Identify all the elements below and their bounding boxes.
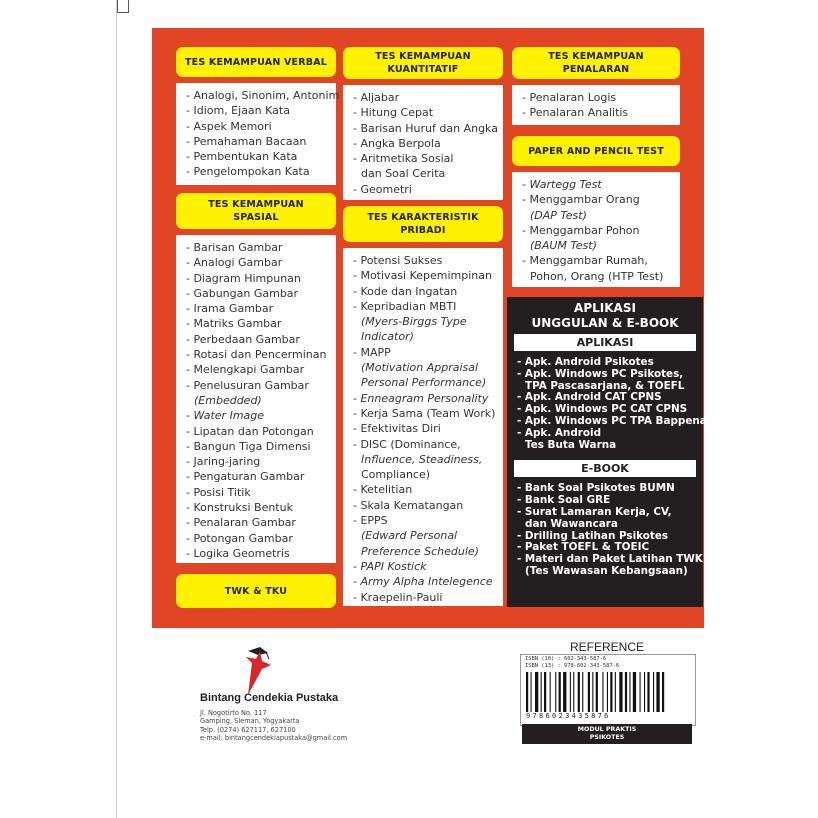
barcode-bar — [592, 672, 593, 712]
list-item: - Bank Soal GRE — [517, 494, 611, 507]
barcode-bar — [570, 672, 571, 712]
heading-twk-tku-text: TWK & TKU — [224, 585, 288, 597]
panel-kuantitatif — [343, 85, 503, 200]
list-item: - Kode dan Ingatan — [353, 284, 458, 298]
heading-paper-pencil-text: PAPER AND PENCIL TEST — [528, 145, 664, 157]
heading-spasial-line2: SPASIAL — [233, 212, 279, 223]
panel-spasial — [176, 235, 336, 563]
list-item: - EPPS — [353, 514, 388, 528]
barcode-bar — [559, 672, 561, 712]
list-item: - Konstruksi Bentuk — [186, 501, 293, 515]
list-item: - Menggambar Rumah, — [522, 254, 648, 268]
list-item: - Analogi Gambar — [186, 256, 283, 270]
barcode-bar — [625, 672, 627, 712]
heading-karakteristik-line2: PRIBADI — [400, 225, 446, 236]
list-item: - Aljabar — [353, 91, 400, 104]
list-item: - Aritmetika Sosial — [353, 152, 454, 166]
barcode-bar — [578, 672, 580, 712]
list-item: - Pembentukan Kata — [186, 150, 298, 164]
publisher-email: e-mail: bintangcendekiapustaka@gmail.com — [200, 733, 348, 742]
list-item: - PAPI Kostick — [353, 559, 427, 573]
list-item: - Materi dan Paket Latihan TWK — [517, 553, 703, 566]
barcode-bar — [647, 672, 649, 712]
list-item: - Gabungan Gambar — [186, 286, 299, 300]
barcode-bar — [531, 672, 532, 712]
isbn-10: ISBN (10) : 602-343-587-6 — [525, 656, 607, 662]
list-item: - Surat Lamaran Kerja, CV, — [517, 505, 672, 518]
list-item: - Apk. Windows PC CAT CPNS — [517, 403, 688, 416]
list-item: - Irama Gambar — [186, 302, 274, 316]
list-item: - Wartegg Test — [522, 178, 602, 191]
list-item: - Hitung Cepat — [353, 106, 434, 120]
publisher-phone: Telp. (0274) 627117, 627100 — [200, 725, 296, 734]
list-item: - Ketelitian — [353, 483, 413, 497]
barcode-bar — [582, 672, 583, 712]
heading-spasial — [176, 193, 336, 229]
heading-kuantitatif-line2: KUANTITATIF — [387, 64, 459, 75]
barcode-bar — [602, 672, 603, 712]
barcode-number: 9786023435876 — [526, 712, 611, 720]
list-item: - Army Alpha Intelegence — [353, 575, 493, 589]
publisher-address — [200, 709, 347, 742]
barcode-bar — [550, 672, 551, 712]
list-item: - Aspek Memori — [186, 119, 272, 133]
list-item: - Apk. Windows PC TPA Bappenas — [517, 414, 713, 427]
heading-twk-tku — [176, 574, 336, 608]
heading-verbal-text: TES KEMAMPUAN VERBAL — [184, 56, 328, 68]
list-item: - Bangun Tiga Dimensi — [186, 439, 311, 453]
list-item: (Edward Personal — [361, 529, 458, 543]
panel-karakteristik — [343, 248, 503, 606]
reference-label: REFERENCE — [569, 640, 644, 654]
list-item: - Lipatan dan Potongan — [186, 424, 314, 438]
list-item: - Paket TOEFL & TOEIC — [517, 541, 650, 554]
list-item: - Apk. Android CAT CPNS — [517, 391, 662, 404]
ebook-label-bar: E-BOOK — [514, 460, 696, 477]
list-verbal — [186, 88, 340, 180]
list-item: - Pengelompokan Kata — [186, 165, 310, 179]
barcode-bar — [656, 672, 659, 712]
barcode-bar — [596, 672, 598, 712]
list-item: Personal Performance) — [361, 376, 487, 390]
aplikasi-label-bar: APLIKASI — [514, 334, 696, 351]
list-item: - Skala Kematangan — [353, 498, 464, 512]
list-item: - Diagram Himpunan — [186, 271, 301, 285]
barcode-bar — [619, 672, 622, 712]
heading-spasial-line1: TES KEMAMPUAN — [208, 199, 304, 210]
aplikasi-title-line1: APLIKASI — [574, 301, 636, 315]
heading-penalaran-line2: PENALARAN — [562, 64, 630, 75]
list-kuantitatif — [353, 90, 497, 197]
barcode-bar — [653, 672, 654, 712]
list-item: - Motivasi Kepemimpinan — [353, 269, 492, 283]
heading-karakteristik-line1: TES KARAKTERISTIK — [367, 212, 479, 223]
barcode-icon — [526, 672, 688, 712]
list-item: - Posisi Titik — [186, 485, 251, 499]
heading-karakteristik — [343, 206, 503, 242]
list-item: - Penalaran Analitis — [522, 106, 629, 120]
barcode-bar — [544, 672, 546, 712]
aplikasi-title — [507, 301, 703, 331]
page-corner-mark — [117, 0, 129, 13]
list-item: Indicator) — [361, 330, 414, 344]
list-spasial — [186, 240, 330, 561]
list-item: - Apk. Android Psikotes — [517, 356, 654, 368]
book-title-line1: MODUL PRAKTIS — [577, 726, 637, 733]
list-penalaran — [522, 90, 674, 121]
list-item: - Drilling Latihan Psikotes — [517, 529, 669, 542]
panel-verbal — [176, 83, 340, 185]
aplikasi-title-line2: UNGGULAN & E-BOOK — [531, 316, 679, 330]
list-item: - Enneagram Personality — [353, 391, 489, 405]
isbn-text — [525, 656, 619, 669]
list-item: dan Wawancara — [525, 517, 618, 530]
list-item: dan Soal Cerita — [361, 167, 446, 181]
list-paper-pencil — [522, 177, 674, 284]
list-item: - Penalaran Gambar — [186, 516, 296, 530]
panel-penalaran — [512, 85, 680, 125]
list-item: - Logika Geometris — [186, 546, 290, 560]
list-item: - Bank Soal Psikotes BUMN — [517, 482, 675, 495]
list-aplikasi — [507, 356, 713, 451]
barcode-bar — [526, 672, 528, 712]
barcode-bar — [541, 672, 542, 712]
heading-penalaran — [512, 47, 680, 79]
list-item: - Melengkapi Gambar — [186, 363, 305, 377]
list-item: (BAUM Test) — [530, 239, 597, 253]
list-item: - Menggambar Pohon — [522, 223, 640, 237]
list-item: - Penelusuran Gambar — [186, 378, 309, 392]
publisher-name: Bintang Cendekia Pustaka — [200, 692, 339, 704]
list-item: - Menggambar Orang — [522, 193, 640, 207]
list-item: - Kepribadian MBTI — [353, 299, 457, 313]
list-item: - Matriks Gambar — [186, 317, 282, 331]
heading-kuantitatif — [343, 47, 503, 79]
book-title-box — [522, 724, 692, 744]
list-item: Tes Buta Warna — [525, 438, 617, 451]
publisher-logo-icon — [244, 645, 272, 695]
list-item: - Apk. Android — [517, 426, 602, 439]
panel-paper-pencil — [512, 172, 680, 287]
address-line2: Gamping, Sleman, Yogyakarta — [200, 717, 300, 726]
list-item: - MAPP — [353, 345, 391, 359]
barcode-bar — [640, 672, 641, 712]
list-item: - DISC (Dominance, — [353, 437, 461, 451]
heading-paper-pencil — [512, 136, 680, 166]
list-item: - Efektivitas Diri — [353, 422, 441, 436]
list-item: Compliance) — [361, 468, 431, 482]
list-ebook — [507, 483, 703, 577]
list-item: - Kerja Sama (Team Work) — [353, 406, 496, 420]
barcode-bar — [535, 672, 538, 712]
list-item: - Kraepelin-Pauli — [353, 590, 443, 604]
list-item: - Penalaran Logis — [522, 91, 617, 104]
barcode-bar — [573, 672, 574, 712]
heading-verbal — [176, 47, 336, 77]
list-item: - Jaring-jaring — [186, 455, 261, 469]
book-title-line2: PSIKOTES — [589, 734, 625, 741]
list-item: - Barisan Gambar — [186, 241, 283, 254]
list-item: (Tes Wawasan Kebangsaan) — [525, 564, 688, 577]
list-item: - Potongan Gambar — [186, 531, 293, 545]
barcode-bar — [588, 672, 590, 712]
list-item: Preference Schedule) — [361, 544, 479, 558]
address-line1: Jl. Nogotirto No. 117 — [200, 709, 267, 717]
barcode-bar — [629, 672, 630, 712]
list-item: - Potensi Sukses — [353, 254, 443, 267]
list-item: - Geometri — [353, 182, 412, 196]
barcode-bar — [615, 672, 616, 712]
barcode-bar — [607, 672, 608, 712]
list-item: - Barisan Huruf dan Angka — [353, 121, 498, 135]
list-item: Influence, Steadiness, — [361, 452, 483, 466]
isbn-13: ISBN (13) : 978-602-343-587-6 — [525, 662, 620, 669]
heading-penalaran-line1: TES KEMAMPUAN — [548, 51, 644, 62]
list-item: TPA Pascasarjana, & TOEFL — [525, 379, 685, 392]
list-item: - Apk. Windows PC Psikotes, — [517, 367, 684, 380]
list-item: - Angka Berpola — [353, 136, 441, 150]
list-item: Pohon, Orang (HTP Test) — [530, 269, 664, 283]
barcode-bar — [662, 672, 664, 712]
barcode-bar — [644, 672, 645, 712]
list-item: - Perbedaan Gambar — [186, 332, 300, 346]
list-item: (Motivation Appraisal — [361, 361, 479, 375]
list-item: - Rotasi dan Pencerminan — [186, 348, 327, 362]
list-item: - Analogi, Sinonim, Antonim — [186, 89, 340, 102]
list-item: - Idiom, Ejaan Kata — [186, 104, 290, 118]
list-item: (Myers-Birggs Type — [361, 315, 467, 329]
barcode-bar — [563, 672, 566, 712]
barcode-bar — [633, 672, 636, 712]
aplikasi-panel — [507, 297, 713, 607]
list-item: (DAP Test) — [530, 208, 587, 222]
list-karakteristik — [353, 253, 497, 605]
heading-kuantitatif-line1: TES KEMAMPUAN — [375, 51, 471, 62]
list-item: - Water Image — [186, 409, 265, 423]
list-item: (Embedded) — [194, 393, 262, 407]
barcode-bar — [555, 672, 556, 712]
list-item: - Pemahaman Bacaan — [186, 134, 307, 148]
list-item: - Pengaturan Gambar — [186, 470, 305, 484]
barcode-bar — [610, 672, 612, 712]
